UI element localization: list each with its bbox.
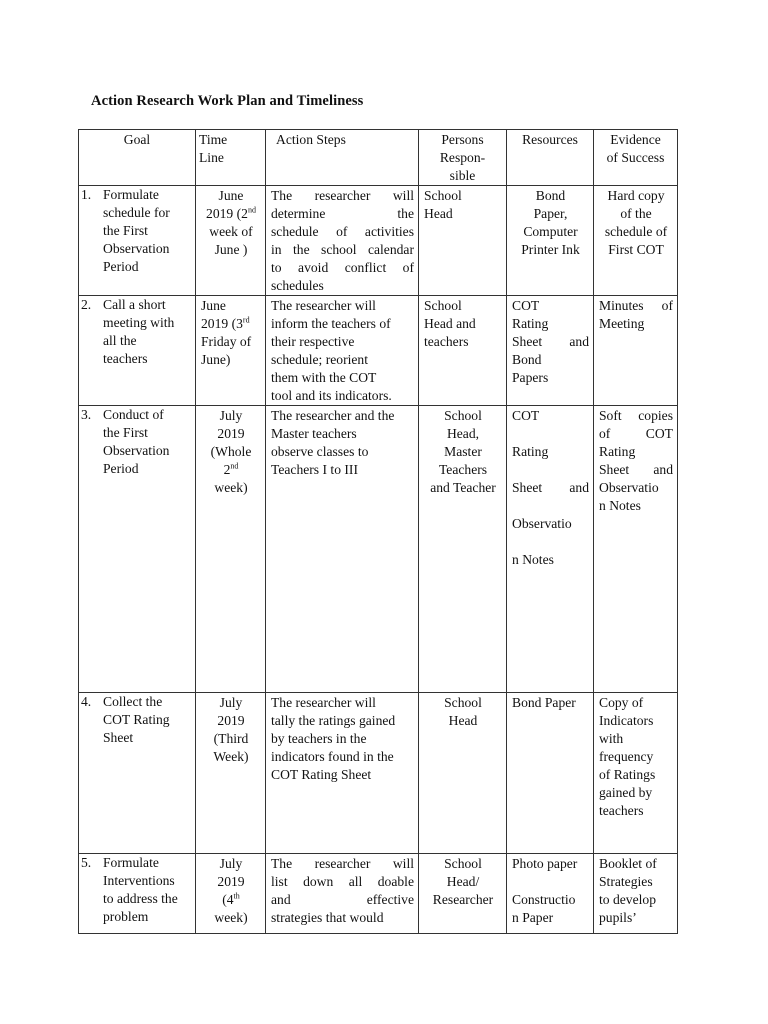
action-cell [266, 854, 419, 934]
cell-line: June ) [214, 242, 248, 257]
cell-line: determine the [271, 206, 414, 221]
cell-line: to avoid conflict of [271, 260, 414, 275]
cell-line: n Notes [599, 498, 641, 513]
cell-line: Evidence [610, 132, 661, 147]
cell-line: The researcher will [271, 856, 414, 871]
cell-line: Head [448, 713, 478, 728]
cell-line: Rating [512, 316, 549, 331]
cell-line: Papers [512, 370, 549, 385]
document-title: Action Research Work Plan and Timeliness [91, 93, 364, 109]
cell-line: Copy of [599, 695, 644, 710]
cell-line: problem [103, 909, 149, 924]
evidence-cell [594, 854, 678, 934]
cell-line: the First [103, 223, 148, 238]
cell-line: Hard copy [607, 188, 665, 203]
cell-line: COT [512, 298, 540, 313]
goal-cell: 3. Conduct of the First Observation Period [79, 406, 196, 693]
cell-line: Strategies [599, 874, 653, 889]
cell-line: (Whole [210, 444, 252, 459]
time-cell [196, 854, 266, 934]
cell-line: Head [424, 206, 453, 221]
cell-line: Observation [103, 241, 170, 256]
cell-line: pupils’ [599, 910, 637, 925]
cell-line: School [424, 298, 462, 313]
time-cell [196, 406, 266, 693]
cell-line: June) [201, 352, 231, 367]
cell-line: 2019 [217, 426, 245, 441]
header-persons-responsible [419, 130, 507, 186]
cell-line: of the [620, 206, 652, 221]
cell-line: schedule; reorient [271, 352, 369, 367]
cell-line: COT [512, 408, 540, 423]
cell-line: in the school calendar [271, 242, 414, 257]
cell-line: Conduct of [103, 407, 164, 422]
cell-line: and effective [271, 892, 414, 907]
action-cell [266, 186, 419, 296]
cell-line: Head and [424, 316, 476, 331]
table-header-row [79, 130, 678, 186]
work-plan-table [78, 129, 678, 934]
cell-line: Period [103, 461, 139, 476]
time-cell [196, 296, 266, 406]
cell-line: list down all doable [271, 874, 414, 889]
cell-line: strategies that would [271, 910, 384, 925]
goal-cell: 2. Call a short meeting with all the teachers [79, 296, 196, 406]
table-row [79, 693, 678, 854]
table-row [79, 406, 678, 693]
cell-line: Computer [523, 224, 578, 239]
cell-line: n Notes [512, 552, 554, 567]
header-action-steps: Action Steps [266, 130, 419, 186]
cell-line: COT Rating [103, 712, 170, 727]
cell-line: week) [214, 910, 248, 925]
time-cell [196, 693, 266, 854]
cell-line: to develop [599, 892, 657, 907]
cell-line: their respective [271, 334, 355, 349]
cell-line: Minutes of [599, 298, 673, 313]
cell-line: Collect the [103, 694, 163, 709]
cell-line: frequency [599, 749, 654, 764]
cell-line: Formulate [103, 855, 159, 870]
cell-line: June [218, 188, 244, 203]
cell-line: School [444, 856, 482, 871]
table-row [79, 854, 678, 934]
evidence-cell [594, 186, 678, 296]
cell-line: by teachers in the [271, 731, 367, 746]
cell-line: COT Rating Sheet [271, 767, 372, 782]
goal-cell: 1. Formulate schedule for the First Observation Period [79, 186, 196, 296]
cell-line: Sheet and [512, 480, 589, 495]
cell-line: them with the COT [271, 370, 377, 385]
cell-line: week) [214, 480, 248, 495]
cell-line: 2019 (3rd [201, 315, 250, 331]
cell-line: School [444, 408, 482, 423]
cell-line: Call a short [103, 297, 166, 312]
cell-line: Respon- [439, 150, 486, 165]
cell-line: 2019 (2nd [206, 205, 256, 221]
cell-line: The researcher and the [271, 408, 395, 423]
cell-line: Sheet [103, 730, 134, 745]
resources-cell [507, 854, 594, 934]
cell-line: Bond Paper [512, 695, 576, 710]
cell-line: 2019 [217, 713, 245, 728]
cell-line: June [201, 298, 226, 313]
cell-line: (4th [222, 891, 240, 907]
cell-line: Photo paper [512, 856, 578, 871]
cell-line: schedule for [103, 205, 170, 220]
cell-line: Observatio [599, 480, 659, 495]
cell-line: Constructio [512, 892, 576, 907]
cell-line: Persons [441, 132, 484, 147]
resources-cell [507, 693, 594, 854]
cell-line: teachers [424, 334, 469, 349]
action-cell [266, 296, 419, 406]
cell-line: all the [103, 333, 137, 348]
cell-line: The researcher will [271, 298, 376, 313]
cell-line: Soft copies [599, 408, 673, 423]
cell-line: School [424, 188, 462, 203]
cell-line: (Third [213, 731, 249, 746]
cell-line: Friday of [201, 334, 252, 349]
persons-cell [419, 186, 507, 296]
cell-line: Week) [213, 749, 249, 764]
cell-line: July [219, 408, 243, 423]
cell-line: Teachers I to III [271, 462, 358, 477]
cell-line: teachers [599, 803, 644, 818]
resources-cell [507, 406, 594, 693]
evidence-cell [594, 406, 678, 693]
persons-cell [419, 854, 507, 934]
table-row [79, 296, 678, 406]
header-evidence [594, 130, 678, 186]
cell-line: of COT [599, 426, 673, 441]
cell-line: tool and its indicators. [271, 388, 392, 403]
cell-line: Master teachers [271, 426, 357, 441]
cell-line: Teachers [438, 462, 488, 477]
cell-line: Printer Ink [521, 242, 580, 257]
cell-line: Line [199, 150, 224, 165]
cell-line: Sheet and [599, 462, 673, 477]
resources-cell [507, 296, 594, 406]
cell-line: of Ratings [599, 767, 656, 782]
cell-line: to address the [103, 891, 178, 906]
cell-line: Observation [103, 443, 170, 458]
cell-line: Formulate [103, 187, 159, 202]
cell-line: Master [444, 444, 482, 459]
cell-line: Interventions [103, 873, 175, 888]
cell-line: Rating [512, 444, 549, 459]
cell-line: gained by [599, 785, 653, 800]
cell-line: Period [103, 259, 139, 274]
cell-line: schedule of [604, 224, 668, 239]
cell-line: with [599, 731, 624, 746]
cell-line: meeting with [103, 315, 175, 330]
cell-line: Rating [599, 444, 636, 459]
cell-line: Booklet of [599, 856, 657, 871]
cell-line: tally the ratings gained [271, 713, 396, 728]
cell-line: 2019 [217, 874, 245, 889]
cell-line: July [219, 856, 243, 871]
cell-line: observe classes to [271, 444, 369, 459]
cell-line: and Teacher [430, 480, 496, 495]
cell-line: The researcher will [271, 695, 376, 710]
cell-line: Indicators [599, 713, 654, 728]
cell-line: 2nd [223, 461, 239, 477]
cell-line: The researcher will [271, 188, 414, 203]
cell-line: of Success [606, 150, 665, 165]
cell-line: School [444, 695, 482, 710]
evidence-cell [594, 296, 678, 406]
cell-line: Meeting [599, 316, 645, 331]
cell-line: n Paper [512, 910, 554, 925]
time-cell [196, 186, 266, 296]
cell-line: inform the teachers of [271, 316, 391, 331]
table-row [79, 186, 678, 296]
cell-line: Time [199, 132, 228, 147]
goal-cell: 5. Formulate Interventions to address the problem [79, 854, 196, 934]
resources-cell [507, 186, 594, 296]
cell-line: teachers [103, 351, 148, 366]
action-cell [266, 406, 419, 693]
persons-cell [419, 693, 507, 854]
action-cell [266, 693, 419, 854]
persons-cell [419, 296, 507, 406]
cell-line: schedules [271, 278, 324, 293]
cell-line: schedule of activities [271, 224, 414, 239]
cell-line: Bond [535, 188, 566, 203]
cell-line: Bond [512, 352, 542, 367]
cell-line: Observatio [512, 516, 572, 531]
cell-line: sible [449, 168, 476, 183]
header-time-line [196, 130, 266, 186]
cell-line: Head, [446, 426, 480, 441]
cell-line: Paper, [533, 206, 568, 221]
cell-line: Sheet and [512, 334, 589, 349]
evidence-cell [594, 693, 678, 854]
header-goal: Goal [79, 130, 196, 186]
goal-cell: 4. Collect the COT Rating Sheet [79, 693, 196, 854]
cell-line: week of [209, 224, 253, 239]
cell-line: First COT [608, 242, 664, 257]
cell-line: Researcher [432, 892, 494, 907]
cell-line: indicators found in the [271, 749, 394, 764]
cell-line: Head/ [446, 874, 480, 889]
cell-line: the First [103, 425, 148, 440]
persons-cell [419, 406, 507, 693]
header-resources: Resources [507, 130, 594, 186]
cell-line: July [219, 695, 243, 710]
